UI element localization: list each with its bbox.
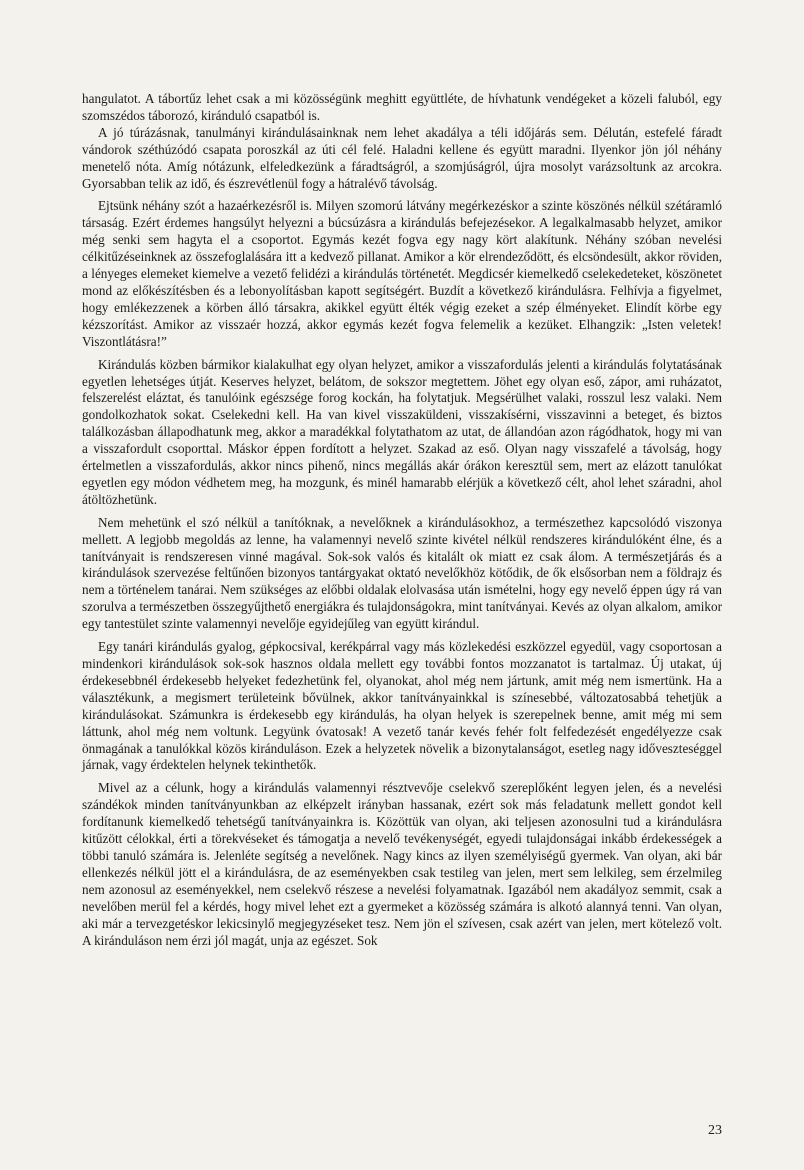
body-text — [82, 91, 722, 949]
paragraph-6: Egy tanári kirándulás gyalog, gépkocsival, kerékpárral vagy más közlekedési eszközzel egyedül, vagy csoportosan a mindenkori kirándulások sok-sok hasznos oldala mellett egy további fontos mozzanatot is tartalmaz. Új utakat, új érdekesebbnél érdekesebb helyeket fedezhetünk fel, olyanokat, ahol még nem jártunk, amit még nem ismertünk. Ha a választékunk, a megismert területeink bővülnek, akkor tanítványainkkal is színesebbé, változatosabbá tehetjük a kirándulásokat. Számunkra is érdekesebb egy kirándulás, ha olyan helyek is szerepelnek benne, amit még mi sem láttunk, ahol még nem voltunk. Legyünk óvatosak! A vezető tanár kevés fehér folt felfedezését engedélyezze csak önmagának a tanulókkal közös kiránduláson. Ezek a helyzetek növelik a bizonytalanságot, esetleg nagy időveszteséggel járnak, vagy érdektelen helynek tekinthetők. — [82, 639, 722, 773]
paragraph-3: Ejtsünk néhány szót a hazaérkezésről is. Milyen szomorú látvány megérkezéskor a szinte köszönés nélkül szétáramló társaság. Ezért érdemes hangsúlyt helyezni a búcsúzásra a kirándulás befejezésekor. A legalkalmasabb helyzet, amikor még senki sem hagyta el a csoportot. Egymás kezét fogva egy nagy kört alakítunk. Néhány szóban nevelési célkitűzéseinknek az összefoglalására itt a kedvező pillanat. Amikor a kör elrendeződött, és elcsöndesült, akkor röviden, a lényeges elemeket kiemelve a vezető felidézi a kirándulás történetét. Megdicsér kiemelkedő cselekedeteket, köszönetet mond az előkészítésben és a lebonyolításban kapott segítségért. Buzdít a következő kirándulásra. Felhívja a figyelmet, hogy emlékezzenek a körben álló társakra, akikkel együtt élték végig ezeket a szép élményeket. Elindít körbe egy kézszorítást. Amikor az visszaér hozzá, akkor egymás kezét fogva felemelik a kezüket. Elhangzik: „Isten veletek! Viszontlátásra!” — [82, 198, 722, 349]
paragraph-4: Kirándulás közben bármikor kialakulhat egy olyan helyzet, amikor a visszafordulás jelenti a kirándulás folytatásának egyetlen lehetséges útját. Keserves helyzet, belátom, de sokszor megtettem. Jöhet egy olyan eső, zápor, ami ruházatot, felszerelést eláztat, és tanulóink egészsége forog kockán, ha folytatjuk. Megsérülhet valaki, rosszul lesz valaki. Nem gondolkozhatok sokat. Cselekedni kell. Ha van kivel visszaküldeni, visszakísérni, visszavinni a beteget, és biztos találkozásban állapodhatunk meg, akkor a maradékkal folytathatom az utat, de állandóan azon rágódhatok, hogy mi van a visszafordult csoporttal. Máskor éppen fordított a helyzet. Szakad az eső. Olyan nagy visszafelé a távolság, hogy értelmetlen a visszafordulás, akkor nincs pihenő, nincs megállás akár órákon keresztül sem, mert az elázott tanulókat egyetlen egy módon védhetem meg, ha mozgunk, és minél hamarabb elérjük a következő célt, ahol lehet száradni, ahol átöltözhetünk. — [82, 356, 722, 507]
paragraph-2: A jó túrázásnak, tanulmányi kirándulásainknak nem lehet akadálya a téli időjárás sem. Délután, estefelé fáradt vándorok széthúzódó csapata poroszkál az úti cél felé. Haladni kellene és együtt maradni. Ilyenkor jön jól néhány menetelő nóta. Amíg nótázunk, elfeledkezünk a fáradtságról, a szomjúságról, újra mosolyt varázsoltunk az arcokra. Gyorsabban telik az idő, és észrevétlenül fogy a hátralévő távolság. — [82, 124, 722, 191]
paragraph-1: hangulatot. A tábortűz lehet csak a mi közösségünk meghitt együttléte, de hívhatunk vendégeket a közeli faluból, egy szomszédos táborozó, kiránduló csapatból is. — [82, 91, 722, 123]
paragraph-5: Nem mehetünk el szó nélkül a tanítóknak, a nevelőknek a kirándulásokhoz, a természethez kapcsolódó viszonya mellett. A legjobb megoldás az lenne, ha valamennyi nevelő szinte kivétel nélkül rendszeres kirándulóként élne, és a tanítványait is rendszeresen vinné magával. Sok-sok valós és kitalált ok miatt ez csak álom. A természetjárás és a kirándulások szervezése feltűnően bizonyos tantárgyakat oktató nevelőkhöz kötődik, de ők elsősorban nem a földrajz és nem a történelem tanárai. Nem szükséges az előbbi oldalak elolvasása után ismételni, hogy egy nevelő éppen úgy rá van szorulva a természetben összegyűjthető energiákra és tulajdonságokra, mint tanítványai. Kevés az olyan alkalom, amikor egy tantestület szinte valamennyi nevelője egyidejűleg van együtt kirándul. — [82, 514, 722, 632]
page-number: 23 — [708, 1123, 722, 1138]
paragraph-7: Mivel az a célunk, hogy a kirándulás valamennyi résztvevője cselekvő szereplőként legyen jelen, és a nevelési szándékok minden tanítványunkban az elképzelt irányban hassanak, ezért sok más feladatunk mellett gondot kell fordítanunk kiemelkedő tehetségű tanítványainkra is. Közöttük van olyan, aki teljesen azonosulni tud a kirándulásra kitűzött célokkal, érti a törekvéseket és támogatja a nevelő tevékenységét, egyedi tulajdonságai inkább érdekességek a többi tanuló számára is. Jelenléte segítség a nevelőnek. Nagy kincs az ilyen személyiségű gyermek. Van olyan, aki bár ellenkezés nélkül jött el a kirándulásra, de az eseményekben csak testileg van jelen, mert sem lelkileg, sem érzelmileg nem azonosul az eseményekkel, nem cselekvő részese a nevelési folyamatnak. Igazából nem akadályoz semmit, csak a nevelőben merül fel a kérdés, hogy mivel lehet ezt a gyermeket a közösség számára is alkotó alannyá tenni. Van olyan, aki már a tervezgetéskor lekicsinylő megjegyzéseket tesz. Nem jön el szívesen, csak azért van jelen, mert kötelező volt. A kiránduláson nem érzi jól magát, unja az egészet. Sok — [82, 780, 722, 948]
